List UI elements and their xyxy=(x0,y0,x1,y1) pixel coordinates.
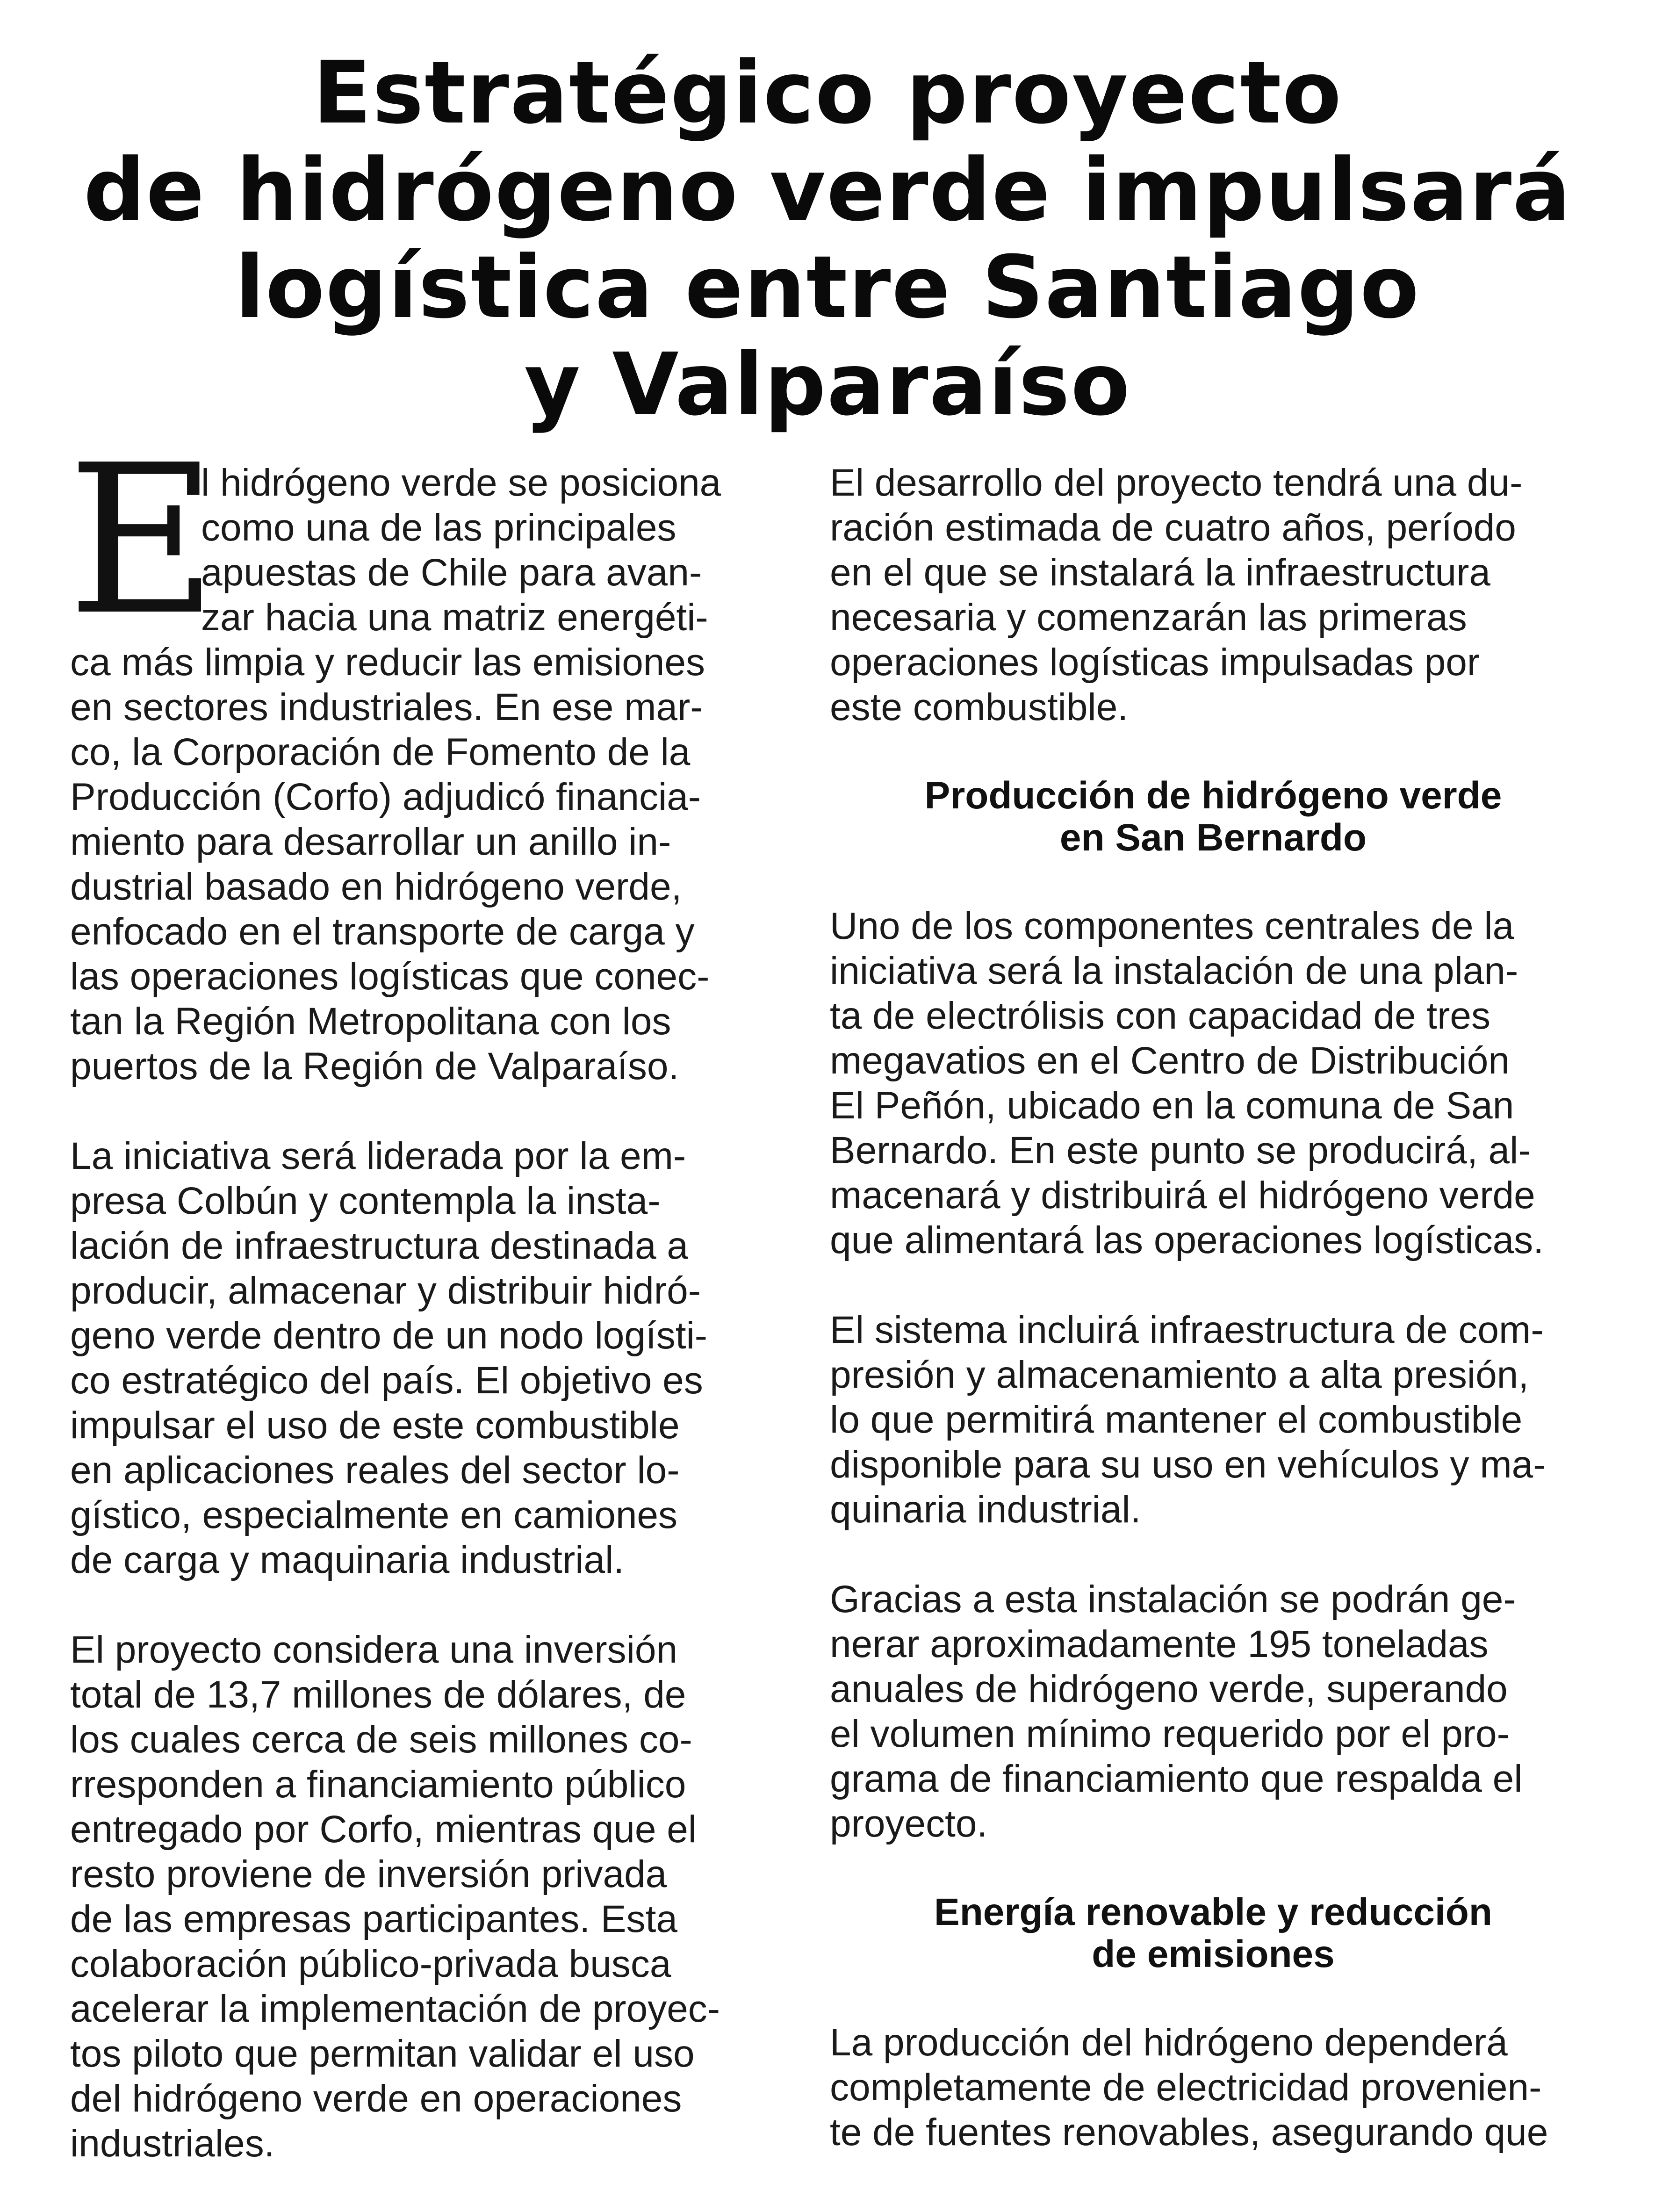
text-line: El proyecto considera una inversión xyxy=(70,1628,678,1671)
right-column xyxy=(830,461,1597,2200)
text-line: en el que se instalará la infraestructura xyxy=(830,551,1491,594)
text-line: lación de infraestructura destinada a xyxy=(70,1225,688,1267)
text-line: quinaria industrial. xyxy=(830,1488,1141,1531)
text-line: Bernardo. En este punto se producirá, al- xyxy=(830,1129,1531,1172)
text-line: total de 13,7 millones de dólares, de xyxy=(70,1673,686,1716)
text-line: las operaciones logísticas que conec- xyxy=(70,955,710,998)
text-line: megavatios en el Centro de Distribución xyxy=(830,1039,1510,1082)
text-line: operaciones logísticas impulsadas por xyxy=(830,641,1480,684)
text-line: La producción del hidrógeno dependerá xyxy=(830,2021,1508,2064)
body-paragraph xyxy=(830,2020,1597,2155)
text-line: l hidrógeno verde se posiciona xyxy=(201,461,721,504)
text-line: que alimentará las operaciones logísticas. xyxy=(830,1219,1544,1261)
text-line: acelerar la implementación de proyec- xyxy=(70,1988,720,2030)
text-line: ración estimada de cuatro años, período xyxy=(830,506,1516,549)
text-line: geno verde dentro de un nodo logísti- xyxy=(70,1314,708,1357)
subheading-line: Producción de hidrógeno verde xyxy=(924,774,1502,817)
text-line: grama de financiamiento que respalda el xyxy=(830,1758,1523,1800)
text-line: en aplicaciones reales del sector lo- xyxy=(70,1449,680,1491)
text-line: co, la Corporación de Fomento de la xyxy=(70,731,691,773)
subheading-line: Energía renovable y reducción xyxy=(934,1891,1492,1933)
text-line: rresponden a financiamiento público xyxy=(70,1763,686,1806)
body-paragraph xyxy=(830,1308,1597,1532)
text-line: del hidrógeno verde en operaciones xyxy=(70,2077,682,2120)
text-line: apuestas de Chile para avan- xyxy=(201,551,702,594)
headline-line: de hidrógeno verde impulsará xyxy=(83,140,1572,240)
left-column xyxy=(67,421,762,2211)
text-line: necesaria y comenzarán las primeras xyxy=(830,596,1467,639)
text-line: gístico, especialmente en camiones xyxy=(70,1494,678,1536)
text-line: El desarrollo del proyecto tendrá una du- xyxy=(830,461,1523,504)
text-line: en sectores industriales. En ese mar- xyxy=(70,686,703,728)
text-line: como una de las principales xyxy=(201,506,676,549)
text-line: completamente de electricidad provenien- xyxy=(830,2066,1542,2109)
subheading-line: de emisiones xyxy=(1092,1933,1335,1975)
text-line: resto proviene de inversión privada xyxy=(70,1853,667,1895)
text-line: Uno de los componentes centrales de la xyxy=(830,905,1514,947)
text-line: tos piloto que permitan validar el uso xyxy=(70,2032,695,2075)
headline-line: logística entre Santiago xyxy=(235,238,1420,338)
text-line: macenará y distribuirá el hidrógeno verde xyxy=(830,1174,1535,1217)
text-line: de carga y maquinaria industrial. xyxy=(70,1539,625,1581)
text-line: los cuales cerca de seis millones co- xyxy=(70,1718,692,1761)
drop-cap: E xyxy=(67,421,218,660)
body-paragraph xyxy=(830,461,1597,730)
lead-paragraph-block xyxy=(67,421,762,1089)
text-line: puertos de la Región de Valparaíso. xyxy=(70,1045,679,1088)
text-line: anuales de hidrógeno verde, superando xyxy=(830,1668,1508,1710)
text-line: iniciativa será la instalación de una plan- xyxy=(830,950,1518,992)
text-line: ca más limpia y reducir las emisiones xyxy=(70,641,705,684)
text-line: el volumen mínimo requerido por el pro- xyxy=(830,1713,1510,1755)
text-line: producir, almacenar y distribuir hidró- xyxy=(70,1269,701,1312)
text-line: industriales. xyxy=(70,2122,275,2165)
text-line: dustrial basado en hidrógeno verde, xyxy=(70,865,682,908)
text-line: ta de electrólisis con capacidad de tres xyxy=(830,994,1491,1037)
text-line: disponible para su uso en vehículos y ma- xyxy=(830,1443,1546,1486)
text-line: miento para desarrollar un anillo in- xyxy=(70,821,671,863)
headline-line: Estratégico proyecto xyxy=(312,43,1343,143)
text-line: La iniciativa será liderada por la em- xyxy=(70,1135,686,1177)
text-line: Gracias a esta instalación se podrán ge- xyxy=(830,1578,1516,1621)
article-headline xyxy=(70,44,1585,433)
text-line: zar hacia una matriz energéti- xyxy=(201,596,708,639)
subheading-line: en San Bernardo xyxy=(1059,816,1367,859)
text-line: enfocado en el transporte de carga y xyxy=(70,910,695,953)
headline-line: y Valparaíso xyxy=(524,335,1131,435)
text-line: entregado por Corfo, mientras que el xyxy=(70,1808,697,1851)
body-paragraph xyxy=(70,1134,762,1583)
text-line: nerar aproximadamente 195 toneladas xyxy=(830,1623,1489,1665)
section-subheading xyxy=(830,1891,1597,1975)
section-subheading xyxy=(830,775,1597,859)
body-paragraph xyxy=(830,904,1597,1263)
body-paragraph xyxy=(70,1628,762,2166)
text-line: presa Colbún y contempla la insta- xyxy=(70,1180,661,1222)
text-line: de las empresas participantes. Esta xyxy=(70,1898,677,1940)
text-line: El sistema incluirá infraestructura de com- xyxy=(830,1309,1544,1351)
text-line: colaboración público-privada busca xyxy=(70,1943,671,1985)
text-line: te de fuentes renovables, asegurando que xyxy=(830,2111,1548,2154)
text-line: co estratégico del país. El objetivo es xyxy=(70,1359,703,1402)
text-line: El Peñón, ubicado en la comuna de San xyxy=(830,1084,1514,1127)
text-line: lo que permitirá mantener el combustible xyxy=(830,1398,1523,1441)
text-line: impulsar el uso de este combustible xyxy=(70,1404,680,1447)
text-line: Producción (Corfo) adjudicó financia- xyxy=(70,776,701,818)
text-line: proyecto. xyxy=(830,1802,988,1845)
text-line: este combustible. xyxy=(830,686,1129,728)
text-line: tan la Región Metropolitana con los xyxy=(70,1000,671,1043)
text-line: presión y almacenamiento a alta presión, xyxy=(830,1354,1529,1396)
body-paragraph xyxy=(830,1577,1597,1846)
